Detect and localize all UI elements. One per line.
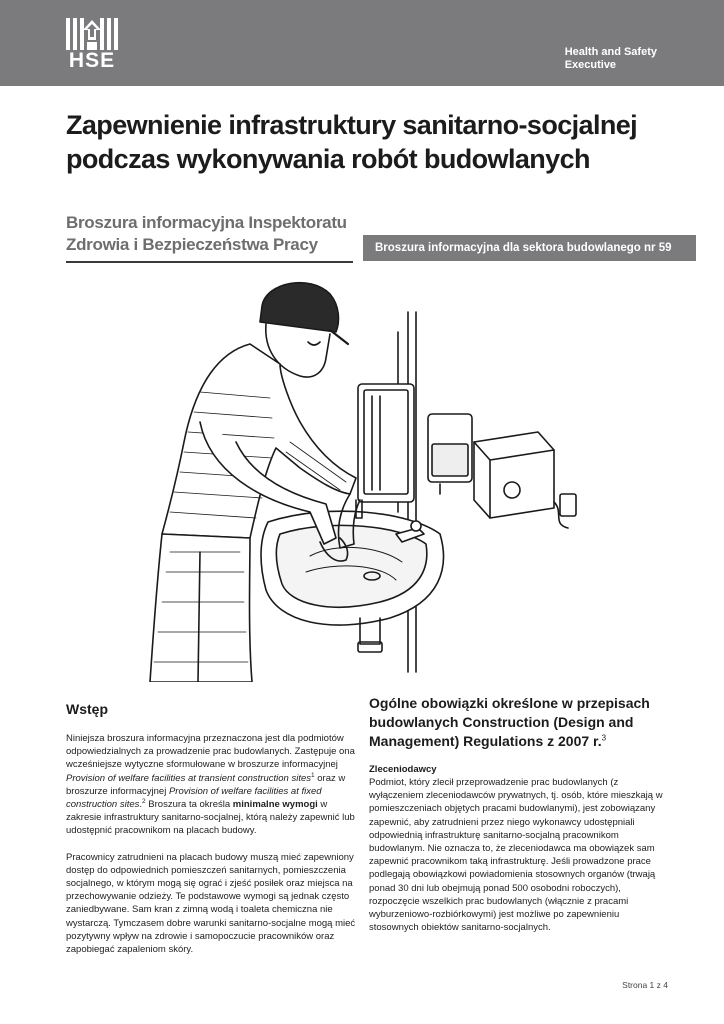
title-line-2: podczas wykonywania robót budowlanych <box>66 144 590 174</box>
subtitle-line-2: Zdrowia i Bezpieczeństwa Pracy <box>66 235 318 254</box>
duties-heading-text: Ogólne obowiązki określone w przepisach budowlanych Construction (Design and Management) Regulations z 2007 r. <box>369 695 650 749</box>
intro-section <box>66 700 356 956</box>
org-line-1: Health and Safety <box>564 46 657 58</box>
intro-p1-text-b: oraz w broszurze informacyjnej <box>66 772 346 797</box>
title-line-1: Zapewnienie infrastruktury sanitarno-socjalnej <box>66 110 638 140</box>
subtitle <box>66 212 347 256</box>
intro-p1-text-c: Broszura ta określa <box>145 799 233 811</box>
intro-paragraph-1: Niniejsza broszura informacyjna przeznaczona jest dla podmiotów odpowiedzialnych za prowadzenie prac budowlanych. Zastępuje ona wcześniejsze wytyczne sformułowane w broszurze informacyjnej Provision of welfare facilities at transient construction sites$^1$ oraz w broszurze informacyjnej Provision of welfare facilities at fixed construction sites.$^2$ Broszura ta określa minimalne wymogi w zakresie infrastruktury sanitarno-socjalnej, którą należy zapewnić lub udostępnić pracownikom na placach budowy. <box>66 733 355 837</box>
clients-subheading: Zleceniodawcy <box>369 764 437 775</box>
header-bar <box>0 0 724 86</box>
intro-p1-text-a: Niniejsza broszura informacyjna przeznaczona jest dla podmiotów odpowiedzialnych za prowadzenie prac budowlanych. Zastępuje ona wcześniejsze wytyczne sformułowane w broszurze informacyjnej <box>66 733 355 771</box>
series-label: Broszura informacyjna dla sektora budowlanego nr 59 <box>363 235 696 261</box>
footnote-ref-2: 2 <box>142 797 146 805</box>
footnote-ref-3: 3 <box>601 733 607 743</box>
subtitle-divider <box>66 261 353 263</box>
intro-paragraph-2: Pracownicy zatrudnieni na placach budowy muszą mieć zapewniony dostęp do odpowiednich pomieszczeń sanitarnych, pomieszczenia socjalnego, w którym mogą się ograć i zjeść posiłek oraz miejsca na przechowywanie odzieży. Te podstawowe wymogi są jednak często zaniedbywane. Sam kran z zimną wodą i toaleta chemiczna nie wystarczą. Tymczasem dobre warunki sanitarno-socjalne mogą mieć pozytywny wpływ na zdrowie i samopoczucie pracowników oraz zapobiegać zapaleniom skóry. <box>66 851 356 956</box>
footnote-ref-1: 1 <box>311 771 315 779</box>
subtitle-line-1: Broszura informacyjna Inspektoratu <box>66 213 347 232</box>
hse-emblem-icon <box>64 16 120 52</box>
handwashing-illustration <box>140 272 600 682</box>
intro-p1-title-fixed: Provision of welfare facilities at fixed construction sites <box>66 785 322 811</box>
organisation-name <box>565 46 657 72</box>
org-line-2: Executive <box>564 59 617 71</box>
hse-logo <box>64 16 120 72</box>
intro-p1-emphasis: minimalne wymogi <box>232 799 318 811</box>
duties-section <box>369 694 669 934</box>
page-number: Strona 1 z 4 <box>622 980 668 990</box>
clients-paragraph: Podmiot, który zlecił przeprowadzenie prac budowlanych (z wyłączeniem zleceniodawców prywatnych, tj. osób, które mieszkają w pomieszczeniach objętych pracami budowlanymi), jest zobowiązany zapewnić, aby zatrudnieni przez niego wykonawcy udostępniali odpowiednią infrastrukturę sanitarno-socjalną pracownikom budowlanym. Nie oznacza to, że zleceniodawca ma obowiązek sam zapewnić pracownikom taką infrastrukturę. Jeśli prowadzone prace podlegają obowiązkowi powiadomienia stosownych organów (trwają ponad 30 dni lub obejmują ponad 500 osobodni roboczych), rozpoczęcie wszelkich prac budowlanych (włącznie z pracami wyburzeniowo-rozbiórkowymi) jest możliwe po zapewnieniu stosownych obiektów sanitarno-socjalnych. <box>369 777 663 934</box>
duties-heading <box>369 694 669 751</box>
intro-heading: Wstęp <box>66 701 108 717</box>
intro-p1-text-d: w zakresie infrastruktury sanitarno-socjalnej, którą należy zapewnić lub udostępnić pracownikom na placach budowy. <box>66 799 355 837</box>
logo-text: HSE <box>68 49 116 72</box>
page-title <box>66 108 686 176</box>
intro-p1-title-transient: Provision of welfare facilities at transient construction sites <box>66 772 311 784</box>
